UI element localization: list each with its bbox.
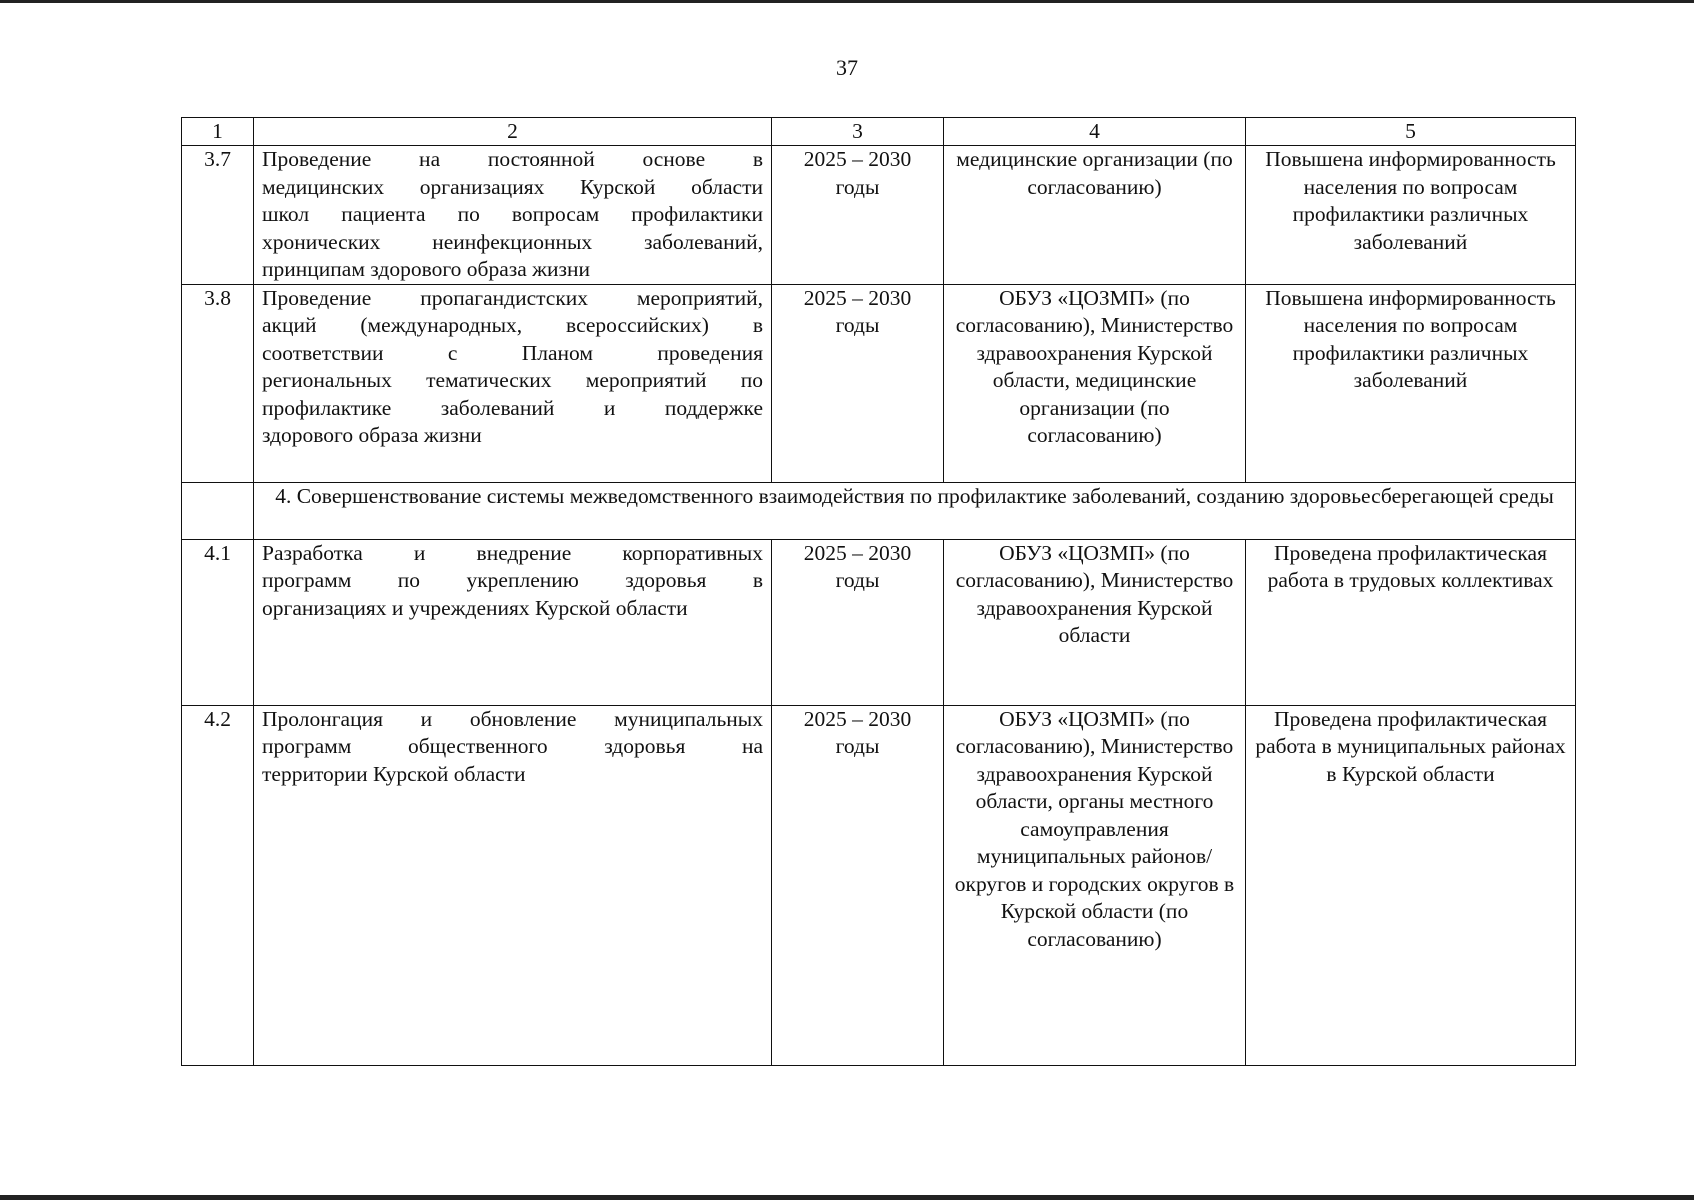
measure-description bbox=[254, 705, 772, 1065]
table-row-3-8 bbox=[182, 284, 1576, 482]
period-cell: 2025 – 2030 годы bbox=[772, 284, 944, 482]
description-line: Разработка и внедрение корпоративных bbox=[262, 540, 763, 565]
table-row-3-7 bbox=[182, 146, 1576, 285]
description-line: соответствии с Планом проведения bbox=[262, 340, 763, 365]
column-header-5: 5 bbox=[1246, 118, 1576, 146]
description-line: программ по укреплению здоровья в bbox=[262, 568, 763, 592]
column-header-1: 1 bbox=[182, 118, 254, 146]
description-line: Проведение пропагандистских мероприятий, bbox=[262, 285, 763, 310]
executor-cell: ОБУЗ «ЦОЗМП» (по согласованию), Министерство здравоохранения Курской области bbox=[944, 539, 1246, 705]
description-line: программ общественного здоровья на bbox=[262, 734, 763, 758]
description-line: акций (международных, всероссийских) в bbox=[262, 313, 763, 337]
description-line: профилактике заболеваний и поддержке bbox=[262, 395, 763, 420]
table-header-row bbox=[182, 118, 1576, 146]
description-line: здорового образа жизни bbox=[262, 423, 482, 447]
executor-cell: ОБУЗ «ЦОЗМП» (по согласованию), Министерство здравоохранения Курской области, органы местного самоуправления муниципальных районов/округов и городских округов в Курской области (по согласованию) bbox=[944, 705, 1246, 1065]
section-title: 4. Совершенствование системы межведомственного взаимодействия по профилактике заболеваний, созданию здоровьесберегающей среды bbox=[254, 482, 1576, 539]
description-line: региональных тематических мероприятий по bbox=[262, 368, 763, 392]
scan-border-top bbox=[0, 0, 1694, 3]
row-number: 3.7 bbox=[182, 146, 254, 285]
measures-table bbox=[181, 117, 1576, 1066]
measure-description bbox=[254, 146, 772, 285]
result-cell: Повышена информированность населения по вопросам профилактики различных заболеваний bbox=[1246, 146, 1576, 285]
scan-border-bottom bbox=[0, 1195, 1694, 1200]
executor-cell: ОБУЗ «ЦОЗМП» (по согласованию), Министерство здравоохранения Курской области, медицинские организации (по согласованию) bbox=[944, 284, 1246, 482]
description-line: школ пациента по вопросам профилактики bbox=[262, 202, 763, 226]
column-header-4: 4 bbox=[944, 118, 1246, 146]
period-cell: 2025 – 2030 годы bbox=[772, 539, 944, 705]
result-cell: Проведена профилактическая работа в трудовых коллективах bbox=[1246, 539, 1576, 705]
result-cell: Проведена профилактическая работа в муниципальных районах в Курской области bbox=[1246, 705, 1576, 1065]
row-number: 4.1 bbox=[182, 539, 254, 705]
result-cell: Повышена информированность населения по вопросам профилактики различных заболеваний bbox=[1246, 284, 1576, 482]
page-number: 37 bbox=[836, 55, 858, 80]
period-cell: 2025 – 2030 годы bbox=[772, 146, 944, 285]
measure-description bbox=[254, 284, 772, 482]
row-number: 3.8 bbox=[182, 284, 254, 482]
table-row-4-2 bbox=[182, 705, 1576, 1065]
description-line: территории Курской области bbox=[262, 761, 526, 786]
description-line: хронических неинфекционных заболеваний, bbox=[262, 229, 763, 254]
description-line: Проведение на постоянной основе в bbox=[262, 147, 763, 171]
executor-cell: медицинские организации (по согласованию) bbox=[944, 146, 1246, 285]
table-row-4-1 bbox=[182, 539, 1576, 705]
description-line: медицинских организациях Курской области bbox=[262, 174, 763, 199]
period-cell: 2025 – 2030 годы bbox=[772, 705, 944, 1065]
column-header-3: 3 bbox=[772, 118, 944, 146]
column-header-2: 2 bbox=[254, 118, 772, 146]
measure-description bbox=[254, 539, 772, 705]
section-heading-row bbox=[182, 482, 1576, 539]
row-number: 4.2 bbox=[182, 705, 254, 1065]
section-number-cell bbox=[182, 482, 254, 539]
description-line: принципам здорового образа жизни bbox=[262, 257, 591, 281]
description-line: организациях и учреждениях Курской области bbox=[262, 595, 688, 620]
description-line: Пролонгация и обновление муниципальных bbox=[262, 706, 763, 731]
